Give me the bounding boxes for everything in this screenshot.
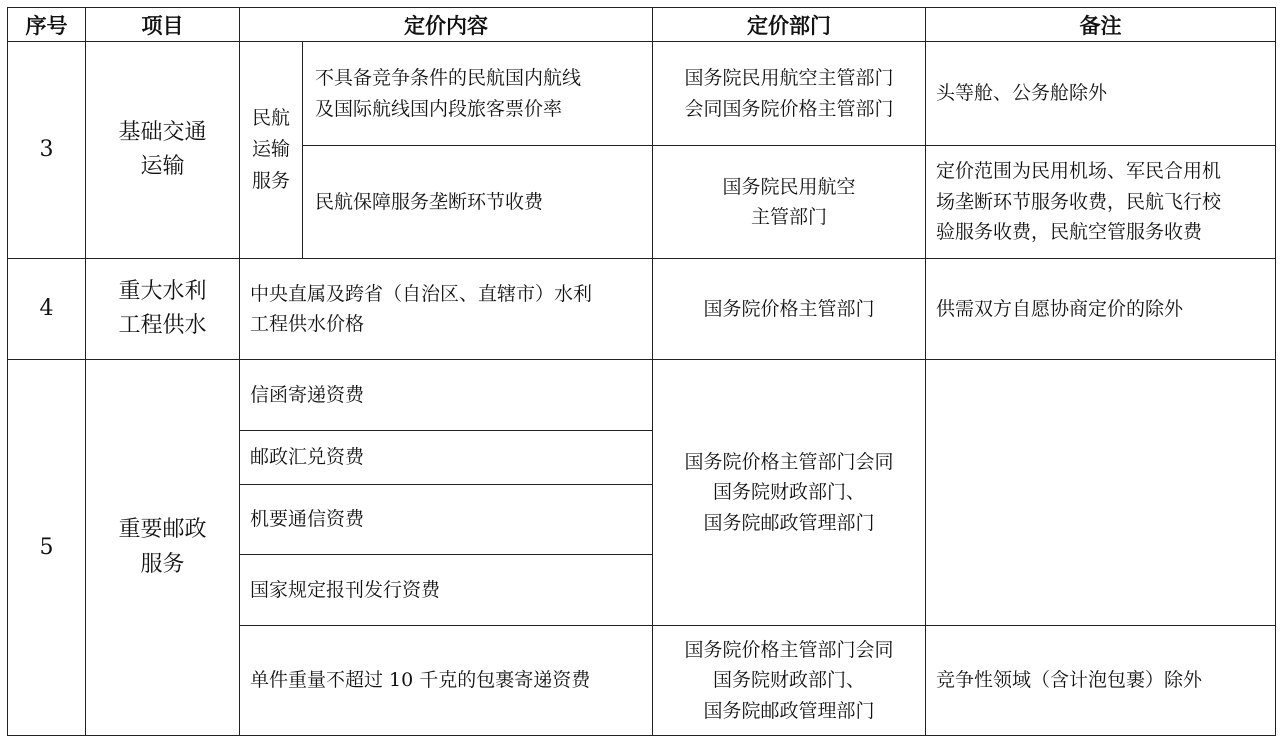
dept-line: 国务院邮政管理部门	[703, 511, 875, 534]
header-seq: 序号	[8, 8, 86, 42]
content-line: 工程供水价格	[250, 313, 365, 335]
content-line: 信函寄递资费	[250, 383, 365, 406]
row-item-line: 服务	[140, 551, 185, 577]
subcategory-line: 民航	[251, 106, 290, 129]
dept-line: 主管部门	[750, 206, 827, 228]
row-content	[240, 555, 653, 626]
row-content	[240, 626, 653, 736]
content-line: 国家规定报刊发行资费	[250, 578, 441, 601]
table-row	[8, 42, 1276, 146]
dept-line: 国务院邮政管理部门	[703, 699, 875, 722]
row-subcategory	[240, 42, 303, 259]
table-row	[8, 259, 1276, 360]
row-dept	[653, 259, 926, 360]
row-content	[303, 146, 653, 259]
row-dept	[653, 146, 926, 259]
pricing-table	[7, 7, 1276, 736]
row-item-line: 工程供水	[118, 313, 207, 338]
note-line: 验服务收费，民航空管服务收费	[936, 221, 1203, 244]
table-row	[8, 360, 1276, 431]
header-dept: 定价部门	[653, 8, 926, 42]
row-note	[926, 146, 1276, 259]
row-item-line: 重要邮政	[118, 517, 207, 543]
content-line: 及国际航线国内段旅客票价率	[315, 97, 563, 120]
subcategory-line: 服务	[251, 169, 290, 192]
row-seq: 4	[8, 259, 86, 360]
row-item	[86, 42, 240, 259]
note-line: 定价范围为民用机场、军民合用机	[936, 160, 1222, 183]
dept-line: 国务院民用航空主管部门	[684, 67, 894, 90]
row-item-line: 基础交通	[118, 119, 207, 145]
note-line: 供需双方自愿协商定价的除外	[936, 297, 1184, 320]
row-note	[926, 259, 1276, 360]
header-note: 备注	[926, 8, 1276, 42]
note-line: 场垄断环节服务收费，民航飞行校	[936, 190, 1222, 213]
content-line: 单件重量不超过 10 千克的包裹寄递资费	[250, 669, 591, 692]
row-item-line: 运输	[140, 154, 185, 179]
row-item-line: 重大水利	[118, 278, 207, 304]
row-content	[240, 431, 653, 485]
row-dept	[653, 626, 926, 736]
content-line: 不具备竞争条件的民航国内航线	[315, 67, 582, 90]
content-line: 中央直属及跨省（自治区、直辖市）水利	[250, 282, 593, 305]
row-content	[240, 485, 653, 555]
row-dept-group	[653, 360, 926, 626]
row-seq: 3	[8, 42, 86, 259]
row-note-group	[926, 360, 1276, 626]
content-line: 机要通信资费	[250, 508, 365, 531]
header-item: 项目	[86, 8, 240, 42]
dept-line: 国务院财政部门、	[712, 481, 865, 504]
dept-line: 会同国务院价格主管部门	[684, 97, 894, 120]
header-content: 定价内容	[240, 8, 653, 42]
subcategory-line: 运输	[251, 138, 290, 161]
note-line: 竞争性领域（含计泡包裹）除外	[936, 669, 1203, 692]
dept-line: 国务院价格主管部门会同	[684, 638, 894, 661]
row-dept	[653, 42, 926, 146]
dept-line: 国务院民用航空	[722, 175, 856, 198]
dept-line: 国务院价格主管部门	[703, 297, 875, 320]
note-line: 头等舱、公务舱除外	[936, 82, 1108, 105]
row-item	[86, 259, 240, 360]
row-content	[303, 42, 653, 146]
dept-line: 国务院财政部门、	[712, 669, 865, 692]
row-content	[240, 259, 653, 360]
row-content	[240, 360, 653, 431]
row-seq: 5	[8, 360, 86, 736]
dept-line: 国务院价格主管部门会同	[684, 450, 894, 473]
content-line: 民航保障服务垄断环节收费	[315, 190, 544, 213]
row-item	[86, 360, 240, 736]
content-line: 邮政汇兑资费	[250, 446, 365, 469]
row-note	[926, 42, 1276, 146]
table-header-row	[8, 8, 1276, 42]
row-note	[926, 626, 1276, 736]
